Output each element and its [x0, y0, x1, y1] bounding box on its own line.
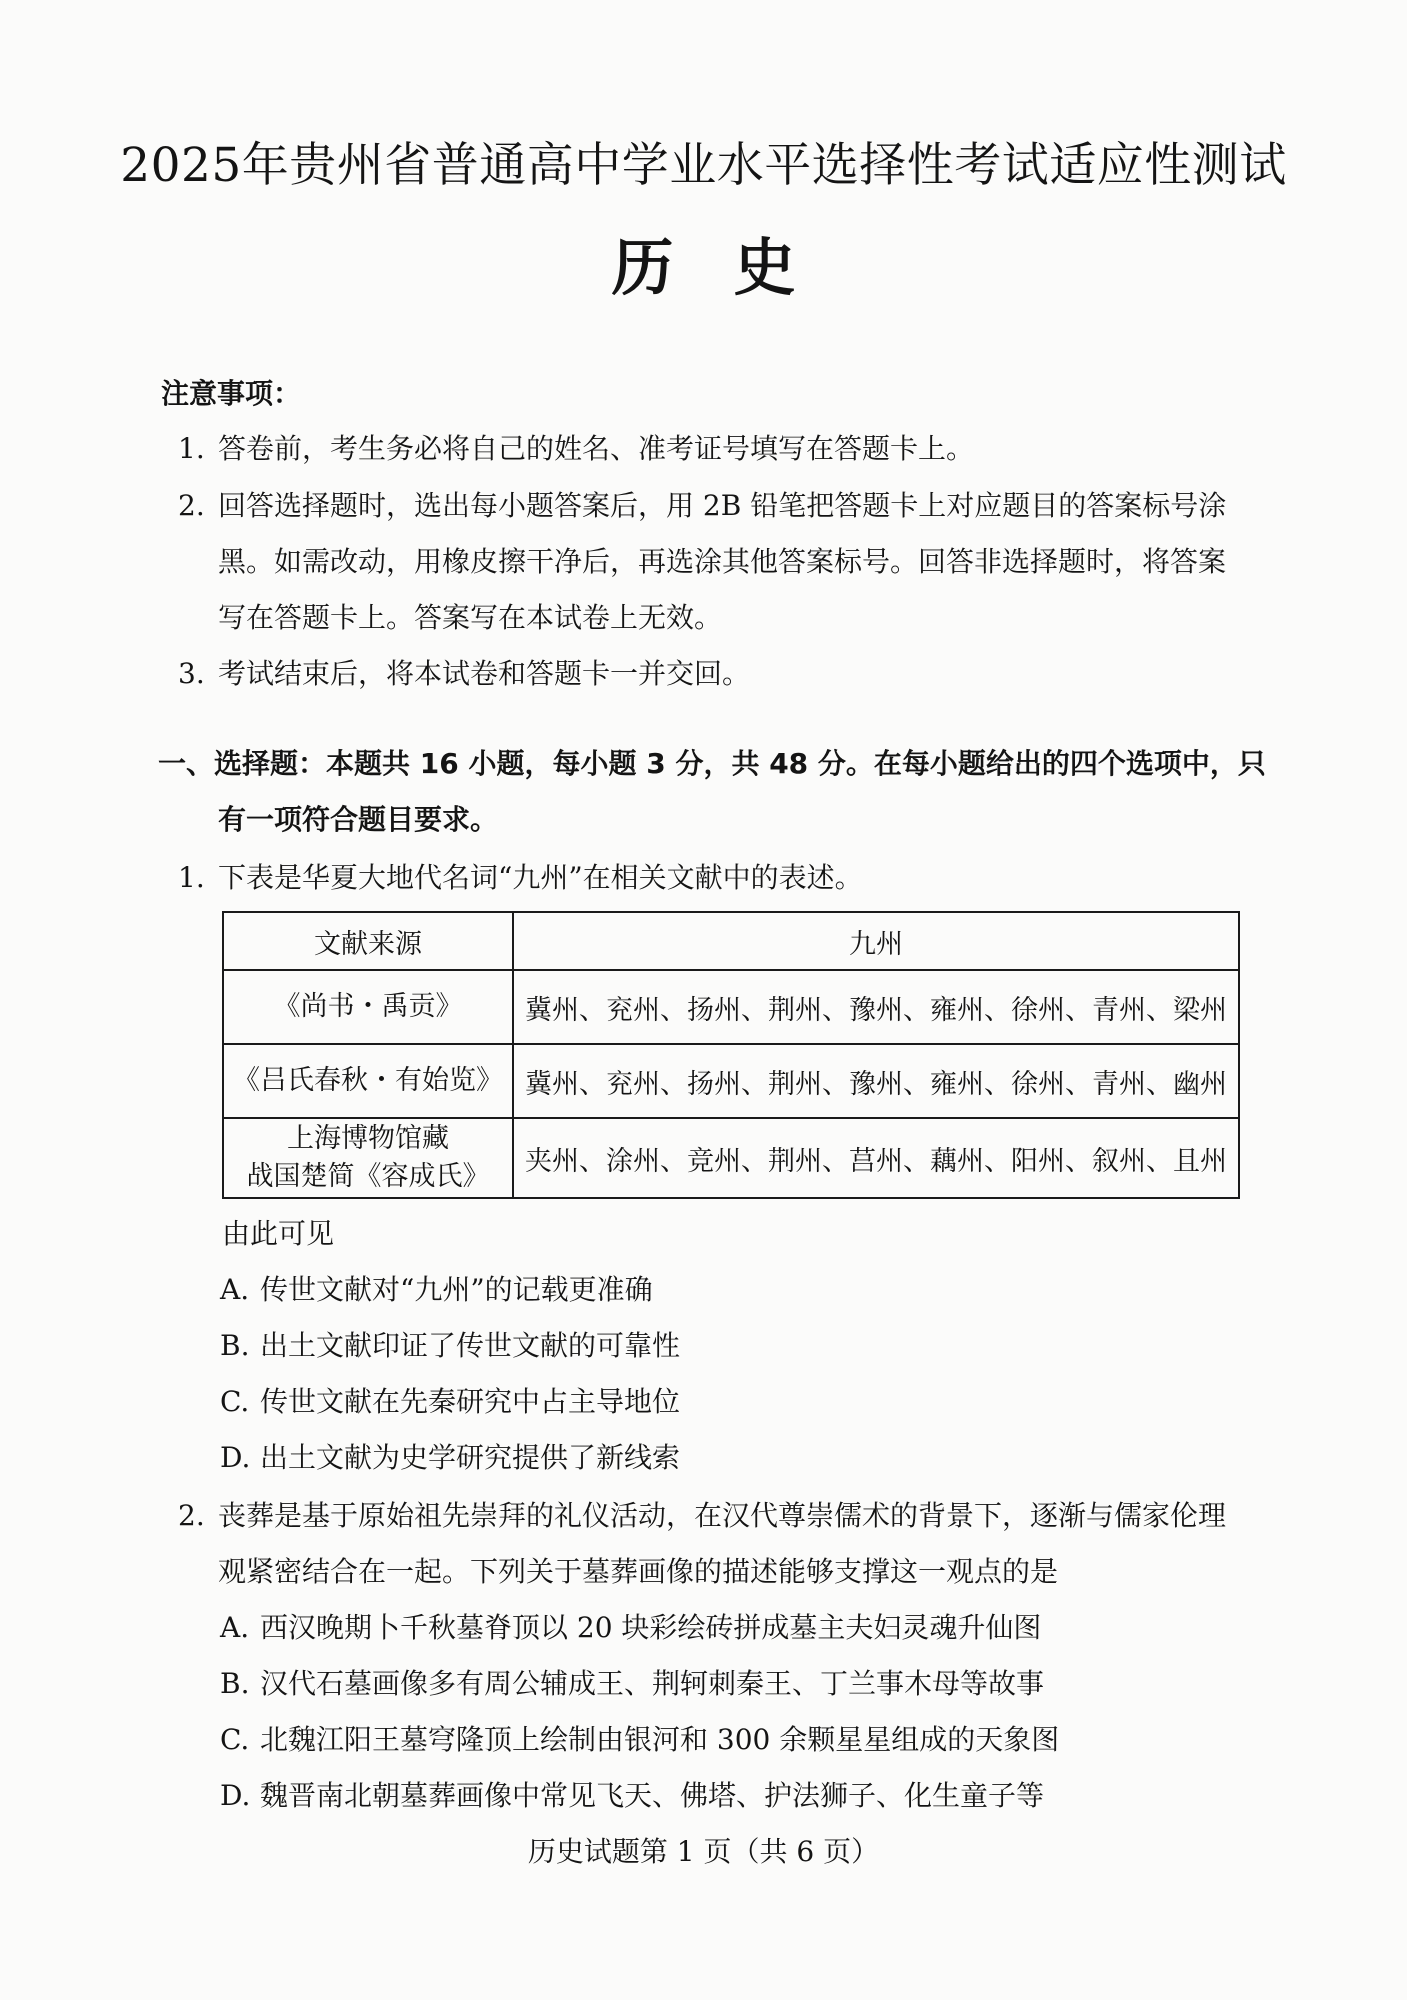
option-label: C. — [220, 1385, 250, 1418]
page-footer: 历史试题第 1 页（共 6 页） — [527, 1835, 880, 1868]
option-text: 出土文献为史学研究提供了新线索 — [260, 1441, 681, 1474]
option-text: 传世文献在先秦研究中占主导地位 — [260, 1385, 681, 1418]
notice-num: 3. — [178, 657, 205, 690]
table-cell-content: 冀州、兖州、扬州、荆州、豫州、雍州、徐州、青州、梁州 — [513, 970, 1239, 1044]
q1-option-a[interactable] — [220, 1268, 653, 1308]
table-cell-source — [223, 1118, 513, 1198]
q2-stem — [178, 1494, 1226, 1534]
option-text: 北魏江阳王墓穹隆顶上绘制由银河和 300 余颗星星组成的天象图 — [260, 1723, 1060, 1756]
notice-heading: 注意事项： — [161, 377, 302, 410]
question-text: 丧葬是基于原始祖先崇拜的礼仪活动，在汉代尊崇儒术的背景下，逐渐与儒家伦理 — [218, 1499, 1227, 1532]
table-cell-content: 夹州、涂州、竞州、荆州、莒州、藕州、阳州、叙州、且州 — [513, 1118, 1239, 1198]
notice-num: 1. — [178, 432, 205, 465]
q2-stem-continued: 观紧密结合在一起。下列关于墓葬画像的描述能够支撑这一观点的是 — [218, 1555, 1059, 1588]
table-header-source: 文献来源 — [223, 912, 513, 970]
q2-option-b[interactable] — [220, 1662, 1044, 1702]
question-text: 下表是华夏大地代名词“九州”在相关文献中的表述。 — [218, 861, 863, 894]
option-label: B. — [220, 1667, 250, 1700]
nine-provinces-table — [222, 911, 1240, 1199]
table-cell-content: 冀州、兖州、扬州、荆州、豫州、雍州、徐州、青州、幽州 — [513, 1044, 1239, 1118]
q1-option-d[interactable] — [220, 1436, 680, 1476]
notice-text-continued: 黑。如需改动，用橡皮擦干净后，再选涂其他答案标号。回答非选择题时，将答案 — [218, 545, 1227, 578]
notice-item-1 — [178, 427, 974, 467]
source-line: 上海博物馆藏 — [287, 1123, 449, 1154]
source-line: 《吕氏春秋・有始览》 — [233, 1065, 503, 1096]
question-num: 2. — [178, 1499, 205, 1532]
section-heading: 一、选择题：本题共 16 小题，每小题 3 分，共 48 分。在每小题给出的四个选项中，只 — [158, 747, 1266, 780]
notice-text: 答卷前，考生务必将自己的姓名、准考证号填写在答题卡上。 — [218, 432, 975, 465]
subject-title: 历史 — [611, 231, 856, 304]
section-heading-continued: 有一项符合题目要求。 — [218, 803, 499, 836]
notice-num: 2. — [178, 489, 205, 522]
option-label: C. — [220, 1723, 250, 1756]
table-header-row — [223, 912, 1239, 970]
option-text: 西汉晚期卜千秋墓脊顶以 20 块彩绘砖拼成墓主夫妇灵魂升仙图 — [260, 1611, 1042, 1644]
exam-title: 2025年贵州省普通高中学业水平选择性考试适应性测试 — [120, 138, 1287, 193]
table-header-content: 九州 — [513, 912, 1239, 970]
option-text: 魏晋南北朝墓葬画像中常见飞天、佛塔、护法狮子、化生童子等 — [260, 1779, 1045, 1812]
notice-text-continued: 写在答题卡上。答案写在本试卷上无效。 — [218, 601, 723, 634]
q2-option-d[interactable] — [220, 1774, 1044, 1814]
option-label: D. — [220, 1779, 251, 1812]
source-line: 战国楚简《容成氏》 — [246, 1161, 490, 1192]
option-text: 传世文献对“九州”的记载更准确 — [260, 1273, 653, 1306]
q1-stem — [178, 856, 863, 896]
table-cell-source — [223, 970, 513, 1044]
option-text: 汉代石墓画像多有周公辅成王、荆轲刺秦王、丁兰事木母等故事 — [260, 1667, 1045, 1700]
table-row — [223, 970, 1239, 1044]
notice-item-3 — [178, 652, 750, 692]
option-label: D. — [220, 1441, 251, 1474]
option-text: 出土文献印证了传世文献的可靠性 — [260, 1329, 681, 1362]
question-num: 1. — [178, 861, 205, 894]
q1-lead: 由此可见 — [222, 1217, 335, 1250]
notice-item-2 — [178, 484, 1226, 524]
notice-text: 考试结束后，将本试卷和答题卡一并交回。 — [218, 657, 751, 690]
q1-option-c[interactable] — [220, 1380, 680, 1420]
table-cell-source — [223, 1044, 513, 1118]
option-label: A. — [220, 1611, 250, 1644]
table-row — [223, 1044, 1239, 1118]
source-line: 《尚书・禹贡》 — [273, 991, 463, 1022]
option-label: A. — [220, 1273, 250, 1306]
notice-text: 回答选择题时，选出每小题答案后，用 2B 铅笔把答题卡上对应题目的答案标号涂 — [218, 489, 1227, 522]
option-label: B. — [220, 1329, 250, 1362]
q2-option-a[interactable] — [220, 1606, 1041, 1646]
q1-option-b[interactable] — [220, 1324, 680, 1364]
table-row — [223, 1118, 1239, 1198]
q2-option-c[interactable] — [220, 1718, 1059, 1758]
